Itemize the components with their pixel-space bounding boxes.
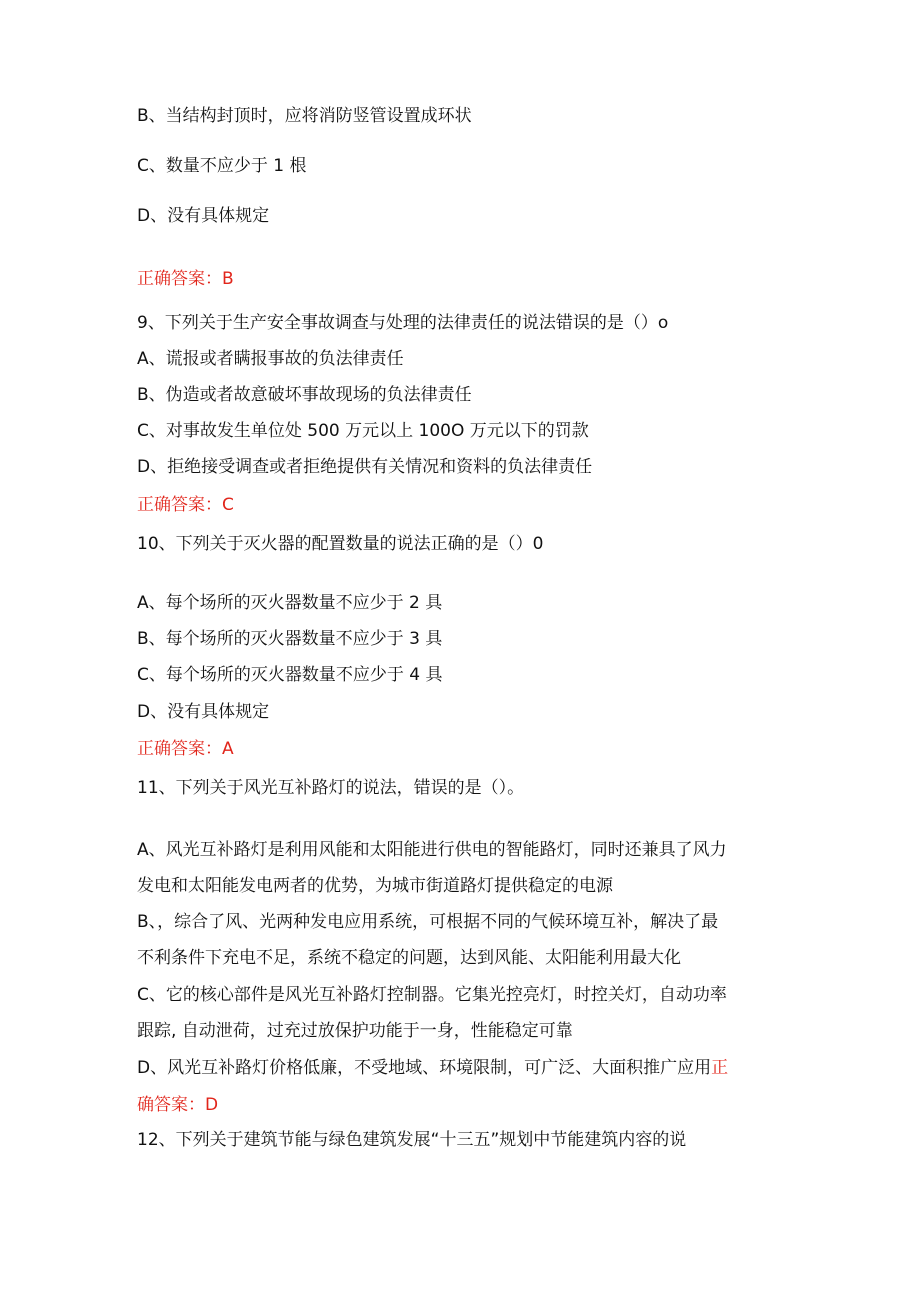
q8-answer: 正确答案：B	[137, 269, 234, 289]
q11-question: 11、下列关于风光互补路灯的说法，错误的是（）。	[137, 778, 525, 798]
q8-option-d: D、没有具体规定	[137, 206, 270, 226]
q8-option-c: C、数量不应少于 1 根	[137, 156, 307, 176]
q9-option-b: B、伪造或者故意破坏事故现场的负法律责任	[137, 385, 472, 405]
q9-question: 9、下列关于生产安全事故调查与处理的法律责任的说法错误的是（）o	[137, 313, 669, 333]
q11-option-b-line1: B、，综合了风、光两种发电应用系统，可根据不同的气候环境互补，解决了最	[137, 912, 719, 932]
q11-answer-tail: 确答案：D	[137, 1095, 219, 1115]
q10-question: 10、下列关于灭火器的配置数量的说法正确的是（）0	[137, 534, 544, 554]
q11-option-d-text: D、风光互补路灯价格低廉，不受地域、环境限制，可广泛、大面积推广应用	[137, 1058, 712, 1078]
q8-option-b: B、当结构封顶时，应将消防竖管设置成环状	[137, 106, 472, 126]
q12-question: 12、下列关于建筑节能与绿色建筑发展“十三五”规划中节能建筑内容的说	[137, 1130, 687, 1150]
q10-option-a: A、每个场所的灭火器数量不应少于 2 具	[137, 593, 443, 613]
q9-option-c: C、对事故发生单位处 500 万元以上 100O 万元以下的罚款	[137, 421, 589, 441]
q9-answer: 正确答案：C	[137, 495, 234, 515]
q10-option-c: C、每个场所的灭火器数量不应少于 4 具	[137, 665, 443, 685]
q11-option-c-line2: 跟踪, 自动泄荷，过充过放保护功能于一身，性能稳定可靠	[137, 1021, 573, 1041]
q11-answer-head: 正	[711, 1058, 729, 1078]
q11-option-a-line2: 发电和太阳能发电两者的优势，为城市街道路灯提供稳定的电源	[137, 876, 613, 896]
q10-answer: 正确答案：A	[137, 739, 234, 759]
q9-option-d: D、拒绝接受调查或者拒绝提供有关情况和资料的负法律责任	[137, 457, 593, 477]
q11-option-a-line1: A、风光互补路灯是利用风能和太阳能进行供电的智能路灯，同时还兼具了风力	[137, 840, 727, 860]
q9-option-a: A、谎报或者瞒报事故的负法律责任	[137, 349, 404, 369]
q10-option-b: B、每个场所的灭火器数量不应少于 3 具	[137, 629, 443, 649]
q11-option-b-line2: 不利条件下充电不足，系统不稳定的问题，达到风能、太阳能利用最大化	[137, 948, 681, 968]
q11-option-d-line	[137, 1057, 728, 1079]
q11-option-c-line1: C、它的核心部件是风光互补路灯控制器。它集光控亮灯，时控关灯，自动功率	[137, 985, 727, 1005]
q10-option-d: D、没有具体规定	[137, 702, 270, 722]
